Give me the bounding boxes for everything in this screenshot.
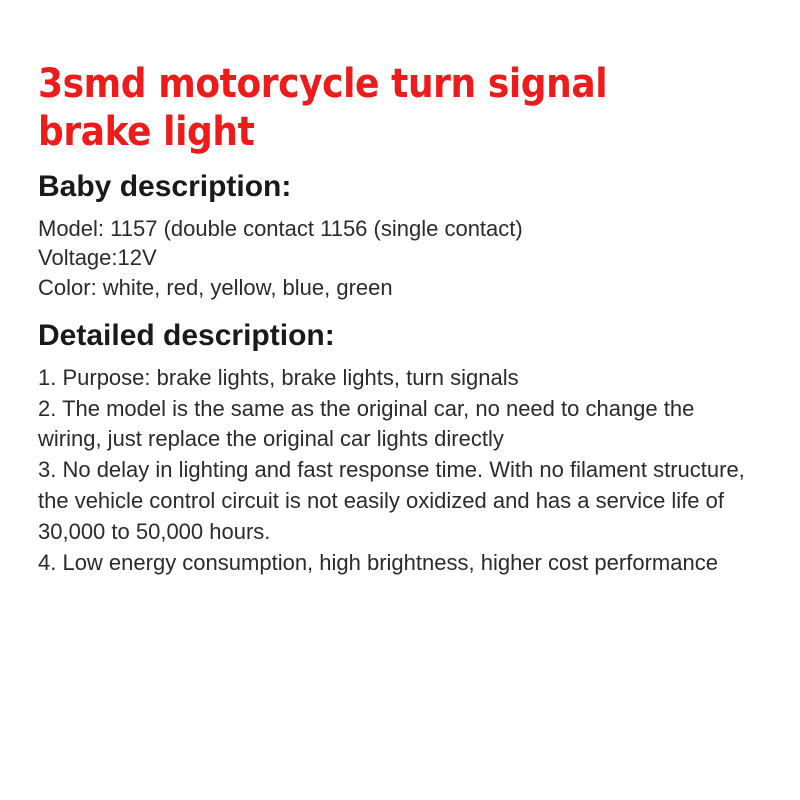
detail-item-1: 1. Purpose: brake lights, brake lights, turn signals <box>38 364 519 390</box>
spec-line-color: Color: white, red, yellow, blue, green <box>38 275 393 301</box>
detail-item-3: 3. No delay in lighting and fast response time. With no filament structure, the vehicle control circuit is not easily oxidized and has a service life of 30,000 to 50,000 hours. <box>38 457 745 544</box>
spec-list <box>38 214 762 304</box>
page-title: 3smd motorcycle turn signal brake light <box>38 61 608 155</box>
detail-item-2: 2. The model is the same as the original car, no need to change the wiring, just replace the original car lights directly <box>38 395 695 452</box>
spec-line-voltage: Voltage:12V <box>38 245 157 271</box>
section-heading-detailed-description: Detailed description: <box>38 319 335 353</box>
spec-line-model: Model: 1157 (double contact 1156 (single contact) <box>38 215 523 241</box>
detail-list <box>38 363 762 579</box>
section-heading-baby-description: Baby description: <box>38 170 292 203</box>
detail-item-4: 4. Low energy consumption, high brightness, higher cost performance <box>38 549 718 575</box>
